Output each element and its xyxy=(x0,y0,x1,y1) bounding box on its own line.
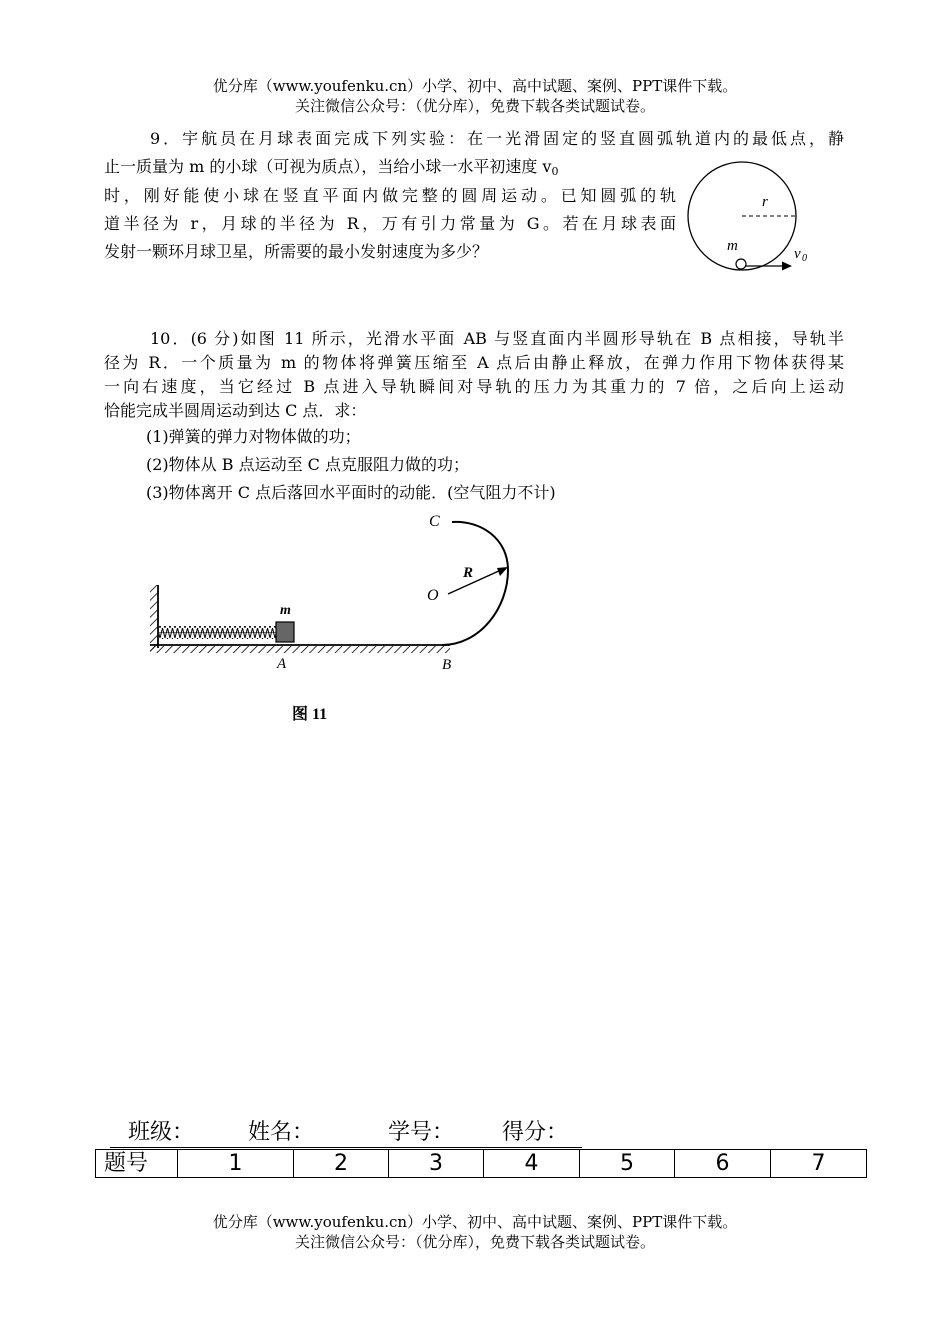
label-O: O xyxy=(427,587,439,604)
q10-line-3: 一向右速度，当它经过 B 点进入导轨瞬间对导轨的压力为其重力的 7 倍，之后向上运动 xyxy=(104,377,844,396)
semicircle-rail xyxy=(442,522,508,645)
q9-line-2-sub: 0 xyxy=(551,165,559,178)
floor-hatch xyxy=(150,646,450,653)
id-label: 学号： xyxy=(388,1120,455,1145)
label-v-sub: 0 xyxy=(802,253,807,264)
table-cell: 7 xyxy=(771,1150,867,1178)
score-label: 得分： xyxy=(502,1120,569,1145)
q9-line-1: 9．宇航员在月球表面完成下列实验：在一光滑固定的竖直圆弧轨道内的最低点，静 xyxy=(150,129,844,148)
header-line-2: 关注微信公众号：（优分库），免费下载各类试题试卷。 xyxy=(294,97,655,115)
q9-line-5: 发射一颗环月球卫星，所需要的最小发射速度为多少？ xyxy=(104,242,489,261)
radius-arrow-line xyxy=(448,570,501,594)
table-cell: 3 xyxy=(389,1150,484,1178)
figure-caption: 图 11 xyxy=(292,706,328,723)
label-C: C xyxy=(429,513,440,530)
table-cell: 2 xyxy=(294,1150,389,1178)
q9-line-4: 道半径为 r，月球的半径为 R，万有引力常量为 G。若在月球表面 xyxy=(104,214,676,233)
q10-sub-1: (1)弹簧的弹力对物体做的功； xyxy=(146,427,361,446)
table-cell: 5 xyxy=(580,1150,675,1178)
score-table xyxy=(95,1149,867,1178)
table-row xyxy=(96,1150,867,1178)
radius-arrow-head-icon xyxy=(497,567,508,576)
student-info-line xyxy=(128,1118,568,1148)
q10-track-figure xyxy=(140,508,530,730)
q10-sub-3: (3)物体离开 C 点后落回水平面时的动能．(空气阻力不计) xyxy=(146,483,556,502)
label-m: m xyxy=(280,603,291,618)
wall-hatch xyxy=(150,585,158,652)
header-line-1: 优分库（www.youfenku.cn）小学、初中、高中试题、案例、PPT课件下载。 xyxy=(212,77,738,95)
table-cell: 6 xyxy=(675,1150,771,1178)
footer-line-1: 优分库（www.youfenku.cn）小学、初中、高中试题、案例、PPT课件下载。 xyxy=(212,1213,738,1231)
label-m: m xyxy=(727,238,738,254)
label-B: B xyxy=(442,657,452,673)
q9-line-3: 时，刚好能使小球在竖直平面内做完整的圆周运动。已知圆弧的轨 xyxy=(104,186,676,205)
class-label: 班级： xyxy=(128,1120,195,1145)
q10-line-2: 径为 R．一个质量为 m 的物体将弹簧压缩至 A 点后由静止释放，在弹力作用下物体获得某 xyxy=(104,353,844,372)
table-header-cell: 题号 xyxy=(96,1150,178,1178)
q9-line-2-text: 止一质量为 m 的小球（可视为质点），当给小球一水平初速度 v xyxy=(104,157,552,176)
block-m xyxy=(276,622,294,642)
ball-icon xyxy=(736,259,746,269)
velocity-arrow-head-icon xyxy=(782,262,792,271)
label-r: r xyxy=(762,194,768,210)
student-info-underline xyxy=(110,1147,582,1148)
q9-circle-figure xyxy=(680,158,820,276)
q9-line-2 xyxy=(104,156,558,183)
q10-sub-2: (2)物体从 B 点运动至 C 点克服阻力做的功； xyxy=(146,455,470,474)
q10-line-1: 10．(6 分)如图 11 所示，光滑水平面 AB 与竖直面内半圆形导轨在 B 点相接，导轨半 xyxy=(150,329,844,348)
label-v: v xyxy=(794,246,801,262)
label-R: R xyxy=(463,565,474,581)
q10-line-4: 恰能完成半圆周运动到达 C 点．求： xyxy=(104,401,367,420)
label-A: A xyxy=(277,656,287,672)
name-label: 姓名： xyxy=(248,1120,315,1145)
table-cell: 1 xyxy=(178,1150,294,1178)
table-cell: 4 xyxy=(484,1150,580,1178)
footer-line-2: 关注微信公众号：（优分库），免费下载各类试题试卷。 xyxy=(294,1233,655,1251)
